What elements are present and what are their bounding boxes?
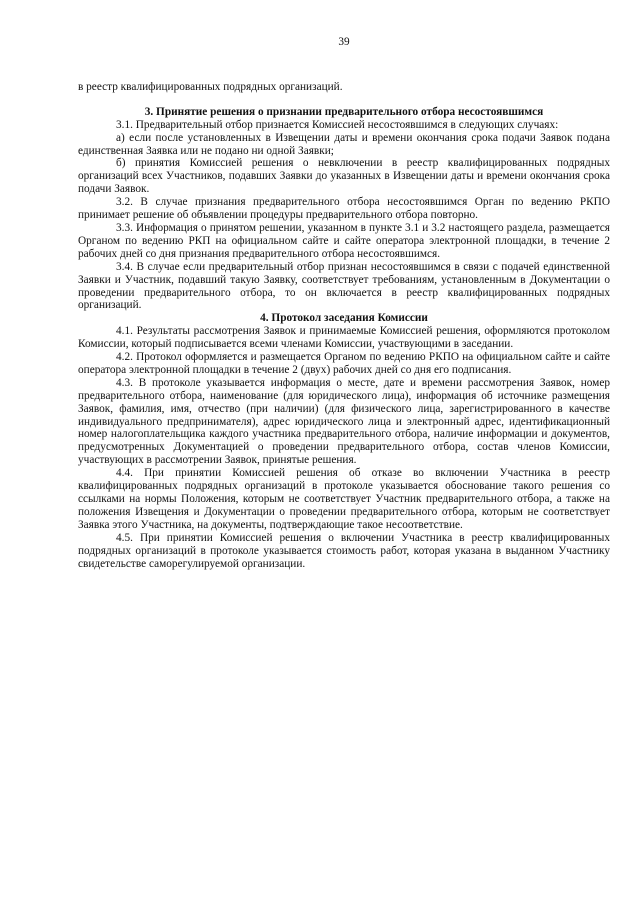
page-number: 39: [338, 36, 350, 48]
paragraph-3-2: 3.2. В случае признания предварительного отбора несостоявшимся Орган по ведению РКПО принимает решение об объявлении процедуры предварительного отбора повторно.: [78, 196, 610, 222]
intro-line: в реестр квалифицированных подрядных организаций.: [78, 80, 343, 93]
paragraph-3-1: 3.1. Предварительный отбор признается Комиссией несостоявшимся в следующих случаях:: [116, 118, 559, 131]
paragraph-4-5: 4.5. При принятии Комиссией решения о включении Участника в реестр квалифицированных подрядных организаций в протоколе указывается стоимость работ, которая указана в выданном Участнику свидетельстве саморегулируемой организации.: [78, 531, 610, 570]
paragraph-4-4: 4.4. При принятии Комиссией решения об отказе во включении Участника в реестр квалифицированных подрядных организаций в протоколе указывается обоснование такого решения со ссылками на нормы Положения, которым не соответствует Участник предварительного отбора, а также на положения Извещения и Документации о проведении предварительного отбора, которым не соответствует Заявка этого Участника, на документы, подтверждающие такое несоответствие.: [78, 467, 610, 531]
paragraph-4-2: 4.2. Протокол оформляется и размещается Органом по ведению РКПО на официальном сайте и сайте оператора электронной площадки в течение 2 (двух) рабочих дней со дня его подписания.: [78, 351, 610, 376]
paragraph-4-1: 4.1. Результаты рассмотрения Заявок и принимаемые Комиссией решения, оформляются протоколом Комиссии, который подписывается всеми членами Комиссии, участвующими в заседании.: [78, 325, 610, 351]
paragraph-3-1-a: а) если после установленных в Извещении даты и времени окончания срока подачи Заявок подана единственная Заявка или не подано ни одной Заявки;: [78, 131, 610, 157]
paragraph-4-3: 4.3. В протоколе указывается информация о месте, дате и времени рассмотрения Заявок, номер предварительного отбора, наименование (для юридического лица), информация об источнике размещения Заявок, фамилия, имя, отчество (при наличии) (для физического лица, зарегистрированного в качестве индивидуального предпринимателя), адрес юридического лица и электронный адрес, идентификационный номер налогоплательщика каждого участника предварительного отбора, наличие информации и документов, предусмотренных Документацией о проведении предварительного отбора, состав членов Комиссии, участвующих в рассмотрении Заявок, принятые решения.: [78, 376, 610, 467]
paragraph-3-4: 3.4. В случае если предварительный отбор признан несостоявшимся в связи с подачей единственной Заявки и Участник, подавший такую Заявку, соответствует требованиям, установленным в Документации о проведении предварительного отбора, то он включается в реестр квалифицированных подрядных организаций.: [78, 260, 610, 312]
paragraph-3-1-b: б) принятия Комиссией решения о невключении в реестр квалифицированных подрядных организаций всех Участников, подавших Заявки до указанных в Извещении даты и времени окончания срока подачи Заявок.: [78, 157, 610, 196]
spacer: [78, 94, 610, 106]
section-4-heading: 4. Протокол заседания Комиссии: [260, 312, 428, 325]
section-3-heading: 3. Принятие решения о признании предварительного отбора несостоявшимся: [144, 105, 544, 118]
document-page: [78, 36, 610, 570]
paragraph-3-3: 3.3. Информация о принятом решении, указанном в пункте 3.1 и 3.2 настоящего раздела, размещается Органом по ведению РКП на официальном сайте и сайте оператора электронной площадки, в течение 2 рабочих дней со дня признания предварительного отбора несостоявшимся.: [78, 221, 610, 260]
